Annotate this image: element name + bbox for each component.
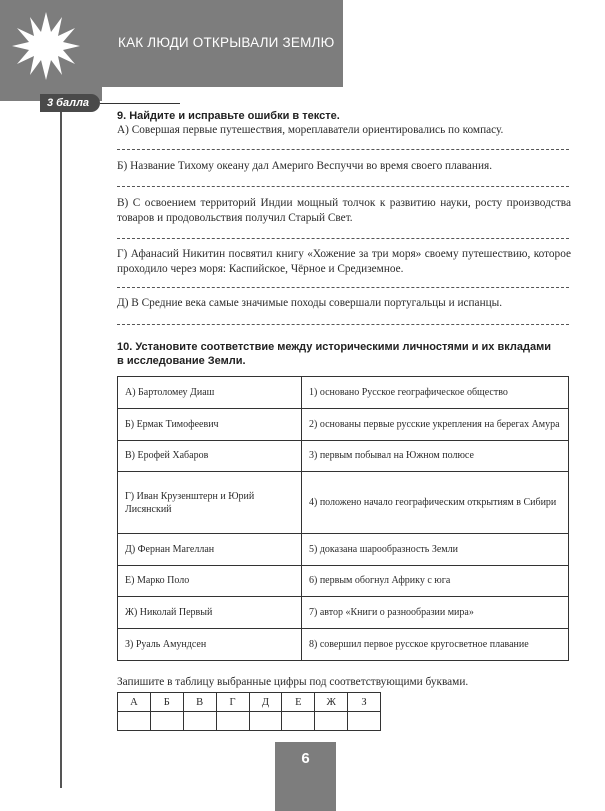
person-cell: Б) Ермак Тимофеевич <box>118 408 302 440</box>
answer-line[interactable] <box>117 238 569 239</box>
answer-line[interactable] <box>117 186 569 187</box>
answer-cell[interactable] <box>348 712 381 731</box>
statement-d: Г) Афанасий Никитин посвятил книгу «Хожение за три моря» своему путешествию, которое проходило через моря: Каспийское, Чёрное и Средиземное. <box>117 248 571 275</box>
question-9-title: 9. Найдите и исправьте ошибки в тексте. <box>117 110 340 122</box>
person-cell: В) Ерофей Хабаров <box>118 440 302 472</box>
contribution-cell: 7) автор «Книги о разнообразии мира» <box>302 597 569 629</box>
contribution-cell: 6) первым обогнул Африку с юга <box>302 565 569 597</box>
answer-letter: А <box>118 693 151 712</box>
contribution-cell: 1) основано Русское географическое общество <box>302 377 569 409</box>
answer-letter: Е <box>282 693 315 712</box>
answer-cell[interactable] <box>315 712 348 731</box>
table-row <box>118 565 569 597</box>
table-row <box>118 597 569 629</box>
page-number-box <box>275 742 336 811</box>
statement-e: Д) В Средние века самые значимые походы совершали португальцы и испанцы. <box>117 297 503 309</box>
contribution-cell: 8) совершил первое русское кругосветное плавание <box>302 629 569 661</box>
table-row <box>118 629 569 661</box>
contribution-cell: 4) положено начало географическим открытиям в Сибири <box>302 472 569 533</box>
table-row <box>118 408 569 440</box>
answer-cell[interactable] <box>282 712 315 731</box>
contribution-cell: 2) основаны первые русские укрепления на берегах Амура <box>302 408 569 440</box>
statement-c: В) С освоением территорий Индии мощный толчок к развитию науки, росту производства товаров и продовольствия получил Старый Свет. <box>117 197 571 224</box>
person-cell: Д) Фернан Магеллан <box>118 533 302 565</box>
contribution-cell: 5) доказана шарообразность Земли <box>302 533 569 565</box>
statement-b: Б) Название Тихому океану дал Америго Веспуччи во время своего плавания. <box>117 160 493 172</box>
answer-letter: Ж <box>315 693 348 712</box>
answer-cell[interactable] <box>249 712 282 731</box>
person-cell: А) Бартоломеу Диаш <box>118 377 302 409</box>
answer-letter: Д <box>249 693 282 712</box>
page-number: 6 <box>301 750 310 767</box>
answer-table <box>117 692 381 731</box>
answer-line[interactable] <box>117 149 569 150</box>
answer-letter: В <box>183 693 216 712</box>
table-row <box>118 440 569 472</box>
answer-letter: Г <box>216 693 249 712</box>
answer-letter: Б <box>150 693 183 712</box>
question-10-title-line2: в исследование Земли. <box>117 355 246 367</box>
matching-table <box>117 376 569 661</box>
table-row <box>118 377 569 409</box>
star-burst-icon <box>12 12 80 80</box>
answer-cell[interactable] <box>150 712 183 731</box>
person-cell: Ж) Николай Первый <box>118 597 302 629</box>
answer-line[interactable] <box>117 287 569 288</box>
table-row <box>118 533 569 565</box>
question-10-title-line1: 10. Установите соответствие между историческими личностями и их вкладами <box>117 341 551 353</box>
person-cell: Е) Марко Поло <box>118 565 302 597</box>
answer-cell[interactable] <box>183 712 216 731</box>
contribution-cell: 3) первым побывал на Южном полюсе <box>302 440 569 472</box>
answer-cell[interactable] <box>118 712 151 731</box>
answer-cell[interactable] <box>216 712 249 731</box>
chapter-header <box>0 0 343 87</box>
table-row <box>118 472 569 533</box>
margin-line <box>60 98 62 788</box>
answer-letters-row <box>118 693 381 712</box>
answer-line[interactable] <box>117 324 569 325</box>
answer-letter: З <box>348 693 381 712</box>
question-10-title <box>117 340 551 368</box>
answer-digits-row <box>118 712 381 731</box>
points-badge: 3 балла <box>40 94 100 112</box>
person-cell: З) Руаль Амундсен <box>118 629 302 661</box>
statement-a: А) Совершая первые путешествия, мореплаватели ориентировались по компасу. <box>117 124 504 136</box>
person-cell: Г) Иван Крузенштерн и Юрий Лисянский <box>118 472 302 533</box>
chapter-title: КАК ЛЮДИ ОТКРЫВАЛИ ЗЕМЛЮ <box>118 35 335 50</box>
badge-rule <box>100 103 180 104</box>
answer-instruction: Запишите в таблицу выбранные цифры под соответствующими буквами. <box>117 676 469 688</box>
